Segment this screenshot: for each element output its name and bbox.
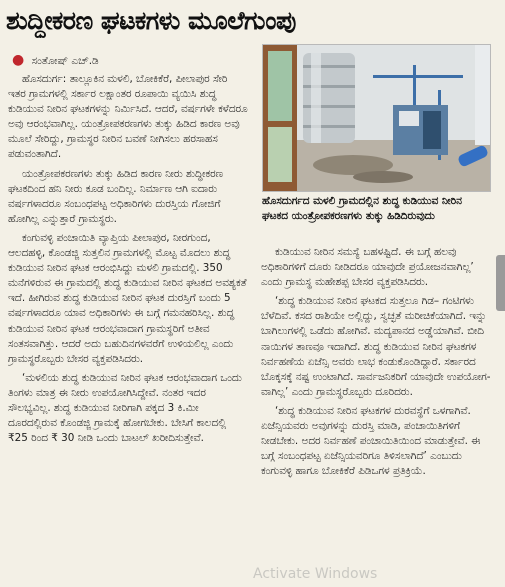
paragraph: ‘ಮಳಲಿಯ ಶುದ್ಧ ಕುಡಿಯುವ ನೀರಿನ ಘಟಕ ಆರಂಭವಾದಾಗ ಒಂದು ತಿಂಗಳು ಮಾತ್ರ ಈ ನೀರು ಉಪಯೋಗಿಸಿದ್ದೇವೆ. ನಂತರ ಇದರ ಸೌಲಭ್ಯವಿಲ್ಲ. ಶುದ್ಧ ಕುಡಿಯುವ ನೀರಿಗಾಗಿ ಪಕ್ಕದ 3 ಕಿ.ಮೀ ದೂರದಲ್ಲಿರುವ ಕೊಂಡಜ್ಜಿ ಗ್ರಾಮಕ್ಕೆ ಹೋಗಬೇಕು. ಬೇಸಿಗೆ ಕಾಲದಲ್ಲಿ ₹25 ರಿಂದ ₹ 30 ನೀಡಿ ಒಂದು ಬಾಟಲ್ ಖರೀದಿಸುತ್ತೇವೆ. (8, 371, 242, 445)
author-name: ಸಂತೋಷ್ ಎಚ್.ಡಿ (31, 55, 99, 67)
scrollbar-handle[interactable] (496, 255, 505, 311)
byline (12, 52, 252, 69)
paragraph: ‘ಶುದ್ಧ ಕುಡಿಯುವ ನೀರಿನ ಘಟಕದ ಸುತ್ತಲೂ ಗಿಡ– ಗಂಟಿಗಳು ಬೆಳೆದಿವೆ. ಕಸದ ರಾಶಿಯೇ ಅಲ್ಲಿದ್ದು, ಸ್ವಚ್ಛತೆ ಮರೀಚಿಕೆಯಾಗಿದೆ. ಇನ್ನು ಬಾಗಿಲುಗಳಲ್ಲಿ ಒಡೆದು ಹೋಗಿವೆ. ಮದ್ಯಪಾನದ ಅಡ್ಡೆಯಾಗಿವೆ. ಬೀದಿ ನಾಯಿಗಳ ತಾಣವೂ ಇದಾಗಿದೆ. ಶುದ್ಧ ಕುಡಿಯುವ ನೀರಿನ ಘಟಕಗಳ ನಿರ್ವಹಣೆಯ ಏಜೆನ್ಸಿ ಅವರು ಲಾಭ ಕಂಡುಕೊಂಡಿದ್ದಾರೆ. ಸರ್ಕಾರದ ಬೊಕ್ಕಸಕ್ಕೆ ನಷ್ಟ ಉಂಟಾಗಿದೆ. ಸಾರ್ವಜನಿಕರಿಗೆ ಯಾವುದೇ ಉಪಯೋಗ-ವಾಗಿಲ್ಲ’ ಎಂದು ಗ್ರಾಮಸ್ಥರೊಬ್ಬರು ದೂರಿದರು. (261, 295, 491, 398)
windows-activation-watermark: Activate Windows (253, 566, 378, 582)
headline: ಶುದ್ಧೀಕರಣ ಘಟಕಗಳು ಮೂಲೆಗುಂಪು (6, 6, 296, 35)
paragraph: ಕಂಗುವಳ್ಳಿ ಪಂಚಾಯಿತಿ ವ್ಯಾಪ್ತಿಯ ಪೀಲಾಪುರ, ನೀರಗುಂದ, ಆಲದಹಳ್ಳಿ, ಕೊಂಡಜ್ಜಿ ಸುತ್ತಲಿನ ಗ್ರಾಮಗಳಲ್ಲಿ ಮೊಟ್ಟ ಮೊದಲು ಶುದ್ಧ ಕುಡಿಯುವ ನೀರಿನ ಘಟಕ ಆರಂಭಿಸಿದ್ದು ಮಳಲಿ ಗ್ರಾಮದಲ್ಲಿ. 350 ಮನೆಗಳಿರುವ ಈ ಗ್ರಾಮದಲ್ಲಿ ಶುದ್ಧ ಕುಡಿಯುವ ನೀರಿನ ಘಟಕದ ಅವಶ್ಯಕತೆ ಇದೆ. ಹೀಗಿರುವ ಶುದ್ಧ ಕುಡಿಯುವ ನೀರಿನ ಘಟಕ ದುರಸ್ತಿಗೆ ಬಂದು 5 ವರ್ಷಗಳಾದರೂ ಯಾವ ಅಧಿಕಾರಿಗಳು ಈ ಬಗ್ಗೆ ಗಮನಹರಿಸಿಲ್ಲ. ಶುದ್ಧ ಕುಡಿಯುವ ನೀರಿನ ಘಟಕ ಆರಂಭವಾದಾಗ ಗ್ರಾಮಸ್ಥರಿಗೆ ಅತೀವ ಸಂತಸವಾಗಿತ್ತು. ಆದರೆ ಅದು ಬಹುದಿನಗಳವರೆಗೆ ಉಳಿಯಲಿಲ್ಲ ಎಂದು ಗ್ರಾಮಸ್ಥರೊಬ್ಬರು ಬೇಸರ ವ್ಯಕ್ತಪಡಿಸಿದರು. (8, 231, 247, 365)
water-plant-photo (263, 45, 490, 191)
photo-caption: ಹೊಸದುರ್ಗದ ಮಳಲಿ ಗ್ರಾಮದಲ್ಲಿನ ಶುದ್ಧ ಕುಡಿಯುವ ನೀರಿನ ಘಟಕದ ಯಂತ್ರೋಪಕರಣಗಳು ತುಕ್ಕು ಹಿಡಿದಿರುವುದು (262, 195, 462, 222)
paragraph: ಕುಡಿಯುವ ನೀರಿನ ಸಮಸ್ಯೆ ಬಹಳಷ್ಟಿದೆ. ಈ ಬಗ್ಗೆ ಹಲವು ಅಧಿಕಾರಿಗಳಿಗೆ ದೂರು ನೀಡಿದರೂ ಯಾವುದೇ ಪ್ರಯೋಜನವಾಗಿಲ್ಲ’ ಎಂದು ಗ್ರಾಮಸ್ಥ ಮಹೇಶಪ್ಪ ಬೇಸರ ವ್ಯಕ್ತಪಡಿಸಿದರು. (261, 246, 474, 289)
article-left-column (8, 72, 248, 577)
paragraph: ಹೊಸದುರ್ಗ: ತಾಲ್ಲೂಕಿನ ಮಳಲಿ, ಬೋಕಿಕೆರೆ, ಪೀಲಾಪುರ ಸೇರಿ ಇತರ ಗ್ರಾಮಗಳಲ್ಲಿ ಸರ್ಕಾರ ಲಕ್ಷಾಂತರ ರೂಪಾಯಿ ವ್ಯಯಿಸಿ ಶುದ್ಧ ಕುಡಿಯುವ ನೀರಿನ ಘಟಕಗಳನ್ನು ನಿರ್ಮಿಸಿದೆ. ಆದರೆ, ವರ್ಷಗಳೇ ಕಳೆದರೂ ಅವು ಆರಂಭವಾಗಿಲ್ಲ. ಯಂತ್ರೋಪಕರಣಗಳು ತುಕ್ಕು ಹಿಡಿದ ಕಾರಣ ಅವು ಮೂಲೆ ಸೇರಿದ್ದು, ಗ್ರಾಮಸ್ಥರ ನೀರಿನ ಬವಣೆ ನೀಗಿಸಲು ಹರಸಾಹಸ ಪಡುವಂತಾಗಿದೆ. (8, 73, 248, 161)
bullet-icon: ● (12, 52, 25, 68)
article-right-column (261, 245, 494, 575)
paragraph: ‘ಶುದ್ಧ ಕುಡಿಯುವ ನೀರಿನ ಘಟಕಗಳ ದುರವಸ್ಥೆಗೆ ಒಳಗಾಗಿವೆ. ಏಜೆನ್ಸಿಯವರು ಅವುಗಳನ್ನು ದುರಸ್ತಿ ಮಾಡಿ, ಪಂಚಾಯಿತಿಗಳಿಗೆ ನೀಡಬೇಕು. ಅದರ ನಿರ್ವಹಣೆ ಪಂಚಾಯಿತಿಯಿಂದ ಮಾಡುತ್ತೇವೆ. ಈ ಬಗ್ಗೆ ಸಂಬಂಧಪಟ್ಟ ಏಜೆನ್ಸಿಯವರಿಗೂ ತಿಳಿಸಲಾಗಿದೆ’ ಎಂಬುದು ಕಂಗುವಳ್ಳಿ ಹಾಗೂ ಬೋಕಿಕೆರೆ ಪಿಡಿಒಗಳ ಪ್ರತಿಕ್ರಿಯೆ. (261, 404, 481, 478)
article-photo (262, 44, 491, 192)
paragraph: ಯಂತ್ರೋಪಕರಣಗಳು ತುಕ್ಕು ಹಿಡಿದ ಕಾರಣ ನೀರು ಶುದ್ಧೀಕರಣ ಘಟಕದಿಂದ ಹನಿ ನೀರು ಕೂಡ ಬಂದಿಲ್ಲ. ನಿರ್ಮಾಣ ಆಗಿ ಐದಾರು ವರ್ಷಗಳಾದರೂ ಸಂಬಂಧಪಟ್ಟ ಅಧಿಕಾರಿಗಳು ದುರಸ್ತಿಯ ಗೋಜಿಗೆ ಹೋಗಿಲ್ಲ ಎನ್ನುತ್ತಾರೆ ಗ್ರಾಮಸ್ಥರು. (8, 167, 224, 225)
